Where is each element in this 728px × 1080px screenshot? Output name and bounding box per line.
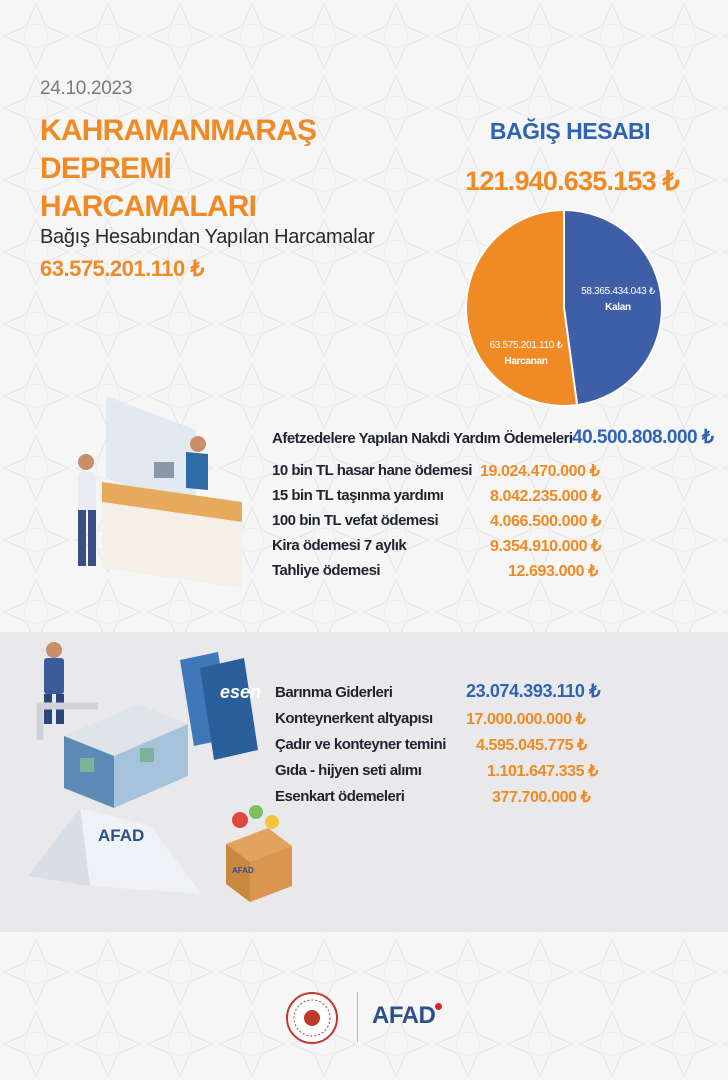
- shelter-illustration: [20, 640, 320, 920]
- ministry-seal-logo: [284, 990, 340, 1046]
- cash-row-label: 10 bin TL hasar hane ödemesi: [272, 462, 472, 479]
- cash-row-value: 4.066.500.000 ₺: [490, 513, 601, 530]
- afad-logo: AFAD: [372, 1002, 436, 1029]
- pie-label-harcanan: [478, 338, 574, 370]
- shelter-row-value: 1.101.647.335 ₺: [487, 763, 598, 780]
- cash-aid-title: Afetzedelere Yapılan Nakdi Yardım Ödemeleri: [272, 430, 573, 447]
- page-title: [40, 112, 420, 226]
- donation-account-title: BAĞIŞ HESABI: [489, 118, 651, 144]
- pie-slice-value: 58.365.434.043 ₺: [581, 286, 655, 297]
- pie-slice-value: 63.575.201.110 ₺: [489, 340, 563, 351]
- cash-row-label: 15 bin TL taşınma yardımı: [272, 487, 444, 504]
- date-label: 24.10.2023: [40, 78, 133, 99]
- pie-chart: [464, 208, 664, 408]
- pie-slice-harcanan: [466, 210, 577, 406]
- title-line-1: KAHRAMANMARAŞ DEPREMİ: [40, 114, 317, 185]
- donation-account-total: 121.940.635.153 ₺: [465, 166, 679, 196]
- cash-row-label: 100 bin TL vefat ödemesi: [272, 512, 439, 529]
- shelter-row-value: 17.000.000.000 ₺: [466, 711, 586, 728]
- pie-slice-label: Kalan: [605, 302, 631, 313]
- cash-row-value: 9.354.910.000 ₺: [490, 538, 601, 555]
- shelter-row-label: Gıda - hijyen seti alımı: [275, 762, 422, 779]
- shelter-row-value: 4.595.045.775 ₺: [476, 737, 587, 754]
- shelter-row-label: Çadır ve konteyner temini: [275, 736, 446, 753]
- cash-row-value: 12.693.000 ₺: [508, 563, 598, 580]
- cash-row-value: 8.042.235.000 ₺: [490, 488, 601, 505]
- cash-row-label: Kira ödemesi 7 aylık: [272, 537, 407, 554]
- shelter-total: 23.074.393.110 ₺: [466, 681, 601, 701]
- cash-row-label: Tahliye ödemesi: [272, 562, 381, 579]
- shelter-row-label: Konteynerkent altyapısı: [275, 710, 433, 727]
- spending-subtitle: Bağış Hesabından Yapılan Harcamalar: [40, 226, 375, 248]
- spending-total: 63.575.201.110 ₺: [40, 256, 204, 281]
- tent-afad-label: AFAD: [98, 826, 145, 845]
- box-afad-label: AFAD: [232, 866, 254, 875]
- shelter-title: Barınma Giderleri: [275, 684, 393, 701]
- cash-row-value: 19.024.470.000 ₺: [480, 463, 600, 480]
- afad-logo-dot: [435, 1003, 442, 1010]
- shelter-row-value: 377.700.000 ₺: [492, 789, 591, 806]
- esen-card-brand: esen: [220, 682, 262, 702]
- pie-slice-label: Harcanan: [504, 356, 548, 367]
- footer-divider: [357, 992, 358, 1042]
- service-desk-illustration: [66, 392, 256, 592]
- shelter-row-label: Esenkart ödemeleri: [275, 788, 405, 805]
- title-line-2: HARCAMALARI: [40, 190, 257, 223]
- pie-label-kalan: [570, 284, 666, 316]
- cash-aid-total: 40.500.808.000 ₺: [572, 427, 714, 448]
